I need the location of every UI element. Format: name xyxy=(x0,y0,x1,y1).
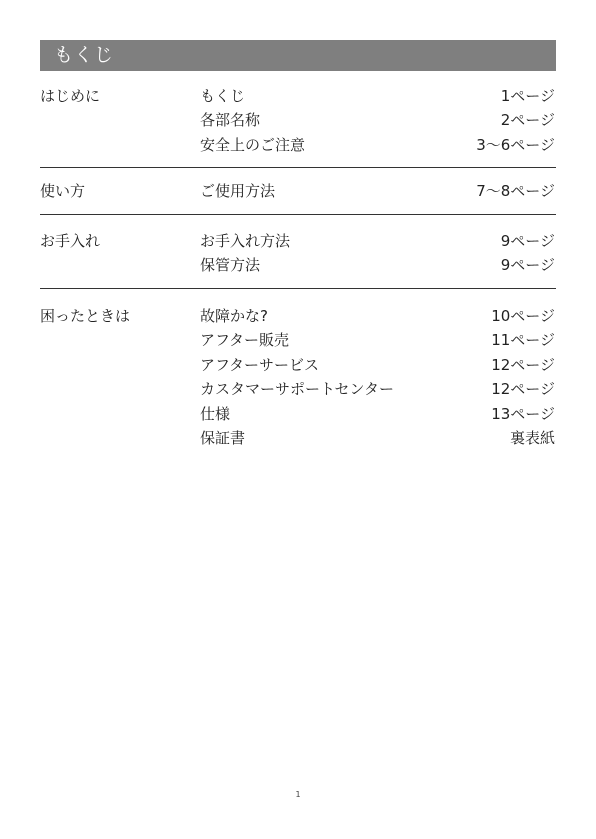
section-label: はじめに xyxy=(40,87,101,105)
toc-entry-title: 仕様 xyxy=(200,404,231,423)
toc-entry-page: 1ページ xyxy=(500,87,555,105)
section-divider xyxy=(40,214,556,215)
toc-entry-list xyxy=(200,181,556,205)
toc-entry[interactable] xyxy=(200,231,556,255)
toc-entry-page: 11ページ xyxy=(491,331,555,350)
toc-entry-title: 保管方法 xyxy=(200,256,261,275)
section-divider xyxy=(40,167,556,168)
section-label: お手入れ xyxy=(40,232,101,250)
toc-entry-page: 12ページ xyxy=(491,380,555,399)
toc-entry-title: 安全上のご注意 xyxy=(200,135,306,154)
toc-entry-title: カスタマーサポートセンター xyxy=(200,380,394,399)
toc-entry-title: 保証書 xyxy=(200,428,246,447)
toc-entry-title: アフター販売 xyxy=(200,331,289,350)
toc-entry[interactable] xyxy=(200,110,556,134)
toc-entry[interactable] xyxy=(200,404,556,428)
toc-header-bar xyxy=(40,40,556,71)
toc-entry-list xyxy=(200,306,556,452)
section-label: 困ったときは xyxy=(40,307,131,325)
toc-entry[interactable] xyxy=(200,355,556,379)
toc-entry-title: ご使用方法 xyxy=(200,182,276,200)
toc-entry-title: もくじ xyxy=(200,87,246,105)
toc-entry[interactable] xyxy=(200,181,556,205)
toc-entry[interactable] xyxy=(200,330,556,354)
toc-entry-page: 13ページ xyxy=(491,404,555,423)
toc-entry-page: 9ページ xyxy=(500,256,555,275)
section-divider xyxy=(40,288,556,289)
toc-entry-page: 裏表紙 xyxy=(509,428,555,447)
toc-entry[interactable] xyxy=(200,306,556,330)
toc-entry-title: 故障かな? xyxy=(200,307,268,325)
page-title: もくじ xyxy=(54,44,115,66)
toc-entry[interactable] xyxy=(200,135,556,159)
toc-entry[interactable] xyxy=(200,255,556,279)
toc-entry-page: 3〜6ページ xyxy=(476,135,555,154)
toc-entry-page: 9ページ xyxy=(500,232,555,250)
toc-entry[interactable] xyxy=(200,379,556,403)
toc-entry-page: 7〜8ページ xyxy=(476,182,555,200)
toc-entry-page: 12ページ xyxy=(491,355,555,374)
toc-entry-page: 2ページ xyxy=(500,111,555,130)
toc-entry-title: 各部名称 xyxy=(200,111,261,130)
toc-entry[interactable] xyxy=(200,428,556,452)
toc-entry-page: 10ページ xyxy=(491,307,555,325)
toc-entry-list xyxy=(200,231,556,280)
toc-entry-title: アフターサービス xyxy=(200,355,319,374)
toc-entry-list xyxy=(200,86,556,159)
section-label: 使い方 xyxy=(40,182,86,200)
toc-entry-title: お手入れ方法 xyxy=(200,232,291,250)
page-number: 1 xyxy=(295,790,301,799)
toc-entry[interactable] xyxy=(200,86,556,110)
